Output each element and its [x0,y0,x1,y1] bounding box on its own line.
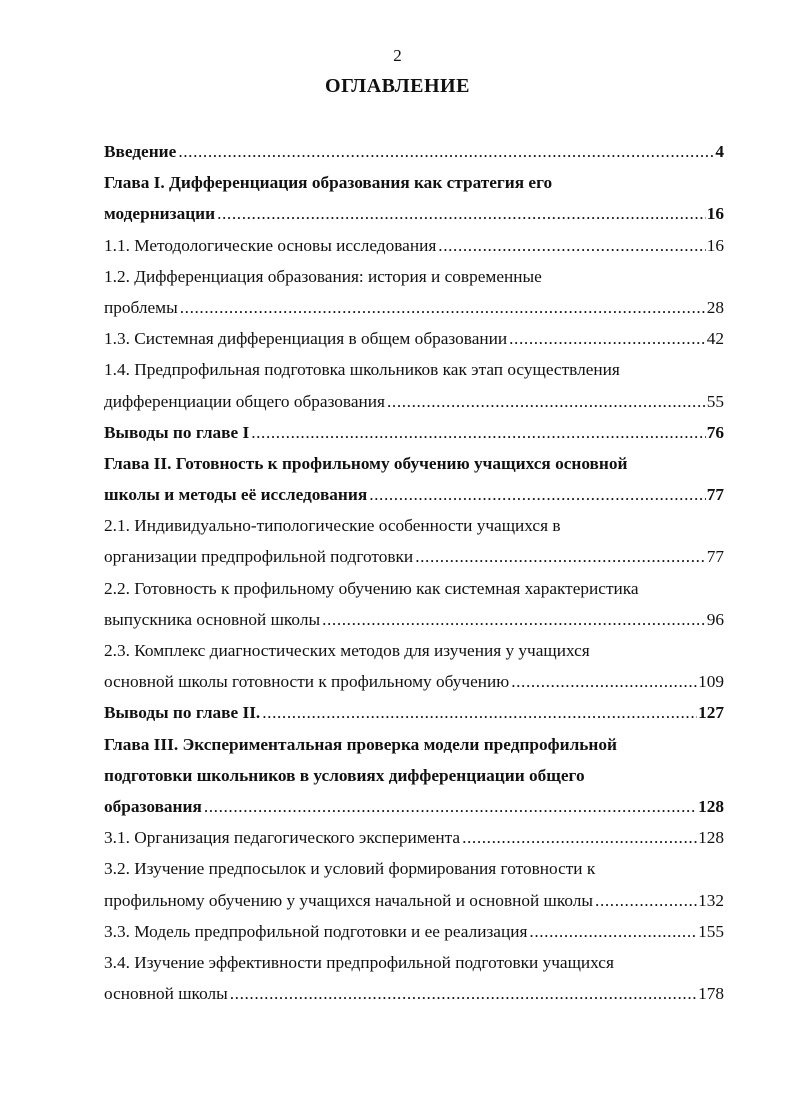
toc-entry-text: профильному обучению у учащихся начальной и основной школы [104,890,594,910]
toc-entry [104,136,724,167]
toc-entry-line [104,510,724,541]
toc-entry-text: Выводы по главе I [104,422,250,442]
toc-entry-line [104,448,724,479]
toc-entry-text: подготовки школьников в условиях дифференциации общего [104,765,585,785]
toc-entry [104,448,724,510]
toc-page-number: 132 [698,890,724,910]
toc-entry-text: Глава I. Дифференциация образования как стратегия его [104,173,553,193]
dot-leader [507,323,706,354]
toc-entry [104,947,724,1009]
toc-entry-line [104,167,724,198]
toc-page-number: 16 [706,204,724,224]
dot-leader [460,822,697,853]
toc-entry-line [104,541,724,572]
dot-leader [228,978,697,1009]
toc-entry [104,167,724,229]
toc-page-number: 16 [706,235,724,255]
toc-entry-text: 2.3. Комплекс диагностических методов для изучения у учащихся [104,641,590,660]
toc-entry-line [104,479,724,510]
dot-leader [260,697,697,728]
toc-page-number: 28 [706,297,724,317]
toc-entry-line [104,697,724,728]
dot-leader [320,604,706,635]
toc-entry-text: Введение [104,142,177,161]
table-of-contents [104,136,724,1009]
toc-page-number: 127 [698,703,724,723]
dot-leader [436,230,705,261]
toc-page-number: 109 [698,672,724,692]
toc-page-number: 128 [698,828,724,848]
toc-entry-text: 1.2. Дифференциация образования: история и современные [104,266,542,286]
toc-entry-text: выпускника основной школы [104,609,321,629]
dot-leader [385,386,706,417]
dot-leader [413,541,706,572]
toc-entry-line [104,885,724,916]
dot-leader [202,791,697,822]
toc-entry-line [104,573,724,604]
toc-entry-line [104,323,724,354]
toc-entry [104,822,724,853]
toc-page-number: 77 [706,547,724,567]
toc-entry-line [104,666,724,697]
toc-entry-line [104,386,724,417]
toc-entry-text: школы и методы её исследования [104,485,368,505]
toc-entry-text: Выводы по главе II. [104,703,261,723]
toc-entry [104,573,724,635]
toc-entry-text: 2.2. Готовность к профильному обучению как системная характеристика [104,578,639,598]
dot-leader [593,885,697,916]
toc-entry-line [104,947,724,978]
toc-entry-line [104,853,724,884]
toc-entry-text: 2.1. Индивидуально-типологические особенности учащихся в [104,516,561,536]
toc-entry-text: дифференциации общего образования [104,391,385,411]
toc-entry-line [104,916,724,947]
dot-leader [249,417,706,448]
toc-entry-line [104,198,724,229]
toc-entry-text: Глава II. Готовность к профильному обучению учащихся основной [104,453,628,473]
page-number: 2 [393,46,402,65]
toc-entry-text: образования [104,796,202,816]
toc-entry [104,510,724,572]
toc-entry-line [104,417,724,448]
toc-entry [104,354,724,416]
toc-page-number: 55 [706,391,724,411]
toc-entry [104,729,724,823]
toc-entry-text: модернизации [104,204,216,224]
toc-entry-line [104,760,724,791]
toc-page-number: 96 [706,609,724,629]
page-title: ОГЛАВЛЕНИЕ [325,75,470,97]
dot-leader [527,916,697,947]
toc-entry [104,323,724,354]
toc-entry-text: организации предпрофильной подготовки [104,547,414,567]
toc-entry [104,261,724,323]
dot-leader [178,292,706,323]
toc-entry-text: основной школы готовности к профильному обучению [104,672,510,692]
toc-page-number: 76 [706,422,724,442]
toc-entry-line [104,354,724,385]
toc-page-number: 4 [715,142,724,161]
toc-entry [104,697,724,728]
toc-entry [104,230,724,261]
toc-entry-text: 3.4. Изучение эффективности предпрофильной подготовки учащихся [104,952,614,972]
dot-leader [176,136,714,167]
toc-entry-text: 3.2. Изучение предпосылок и условий формирования готовности к [104,859,596,879]
dot-leader [367,479,706,510]
toc-entry-text: 1.1. Методологические основы исследования [104,235,437,255]
toc-page-number: 155 [698,921,724,941]
toc-entry [104,916,724,947]
toc-entry-text: 1.4. Предпрофильная подготовка школьников как этап осуществления [104,360,620,380]
toc-entry [104,635,724,697]
toc-entry-line [104,635,724,666]
toc-page-number: 42 [706,329,724,349]
dot-leader [215,198,706,229]
toc-entry [104,853,724,915]
toc-entry-line [104,261,724,292]
toc-entry-line [104,729,724,760]
toc-entry-line [104,136,724,167]
toc-entry-line [104,791,724,822]
toc-entry-line [104,978,724,1009]
toc-entry-text: 3.3. Модель предпрофильной подготовки и ее реализация [104,921,528,941]
toc-entry-line [104,292,724,323]
toc-entry [104,417,724,448]
toc-page-number: 77 [706,485,724,505]
toc-page-number: 128 [698,796,724,816]
toc-entry-line [104,230,724,261]
toc-entry-text: проблемы [104,297,178,317]
toc-entry-text: 3.1. Организация педагогического эксперимента [104,828,461,848]
toc-entry-line [104,822,724,853]
toc-entry-text: Глава III. Экспериментальная проверка модели предпрофильной [104,734,617,754]
toc-entry-text: 1.3. Системная дифференциация в общем образовании [104,329,508,349]
toc-entry-line [104,604,724,635]
toc-page-number: 178 [698,984,724,1004]
dot-leader [509,666,697,697]
toc-entry-text: основной школы [104,984,228,1004]
